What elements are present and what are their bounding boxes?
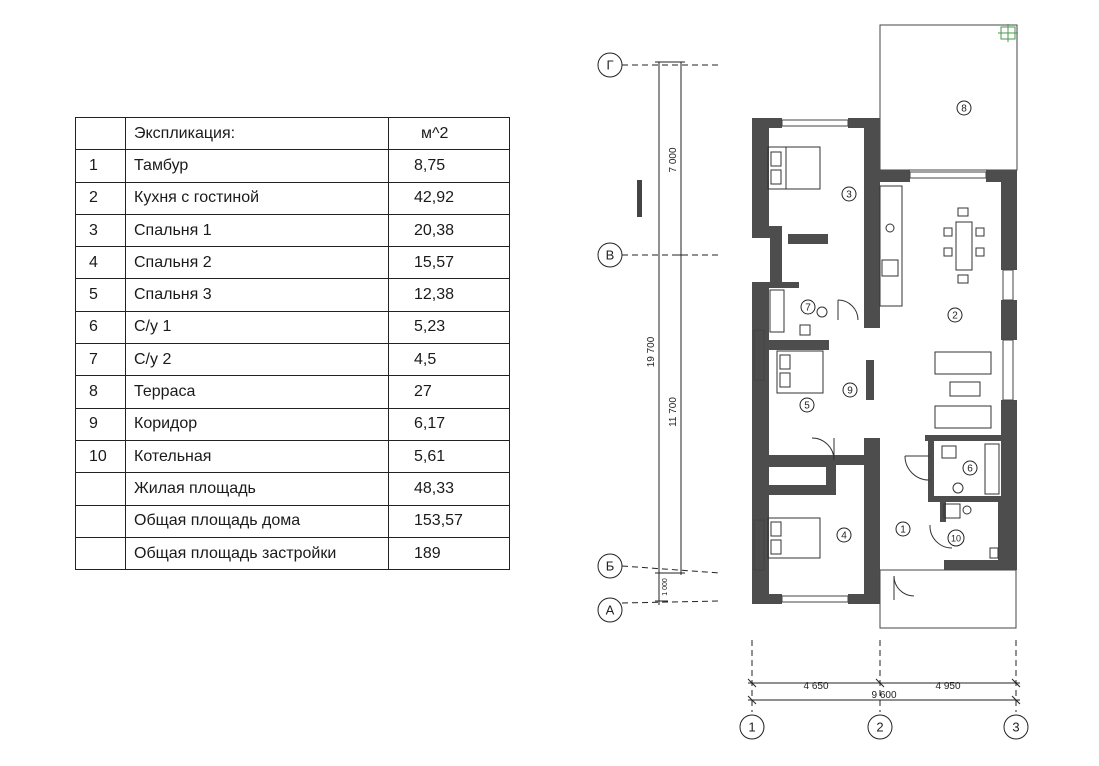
room-marker-8: 8 bbox=[961, 103, 967, 115]
row-area: 5,23 bbox=[389, 311, 510, 343]
terrace-outline bbox=[880, 25, 1017, 170]
axis-label-b: Б bbox=[605, 558, 615, 574]
axis-label-1: 1 bbox=[748, 719, 756, 735]
row-num: 8 bbox=[76, 376, 126, 408]
row-name: Коридор bbox=[126, 408, 389, 440]
row-area: 27 bbox=[389, 376, 510, 408]
row-name: Спальня 2 bbox=[126, 247, 389, 279]
row-area: 48,33 bbox=[389, 473, 510, 505]
row-name: Котельная bbox=[126, 440, 389, 472]
scale-bar bbox=[637, 180, 642, 217]
grid-marker-icon bbox=[998, 24, 1018, 42]
axis-label-a: А bbox=[605, 602, 615, 618]
row-num: 6 bbox=[76, 311, 126, 343]
row-area: 189 bbox=[389, 537, 510, 569]
row-num: 4 bbox=[76, 247, 126, 279]
dim-horizontal-right: 4 950 bbox=[935, 681, 961, 692]
room-marker-2: 2 bbox=[952, 310, 958, 322]
room-marker-6: 6 bbox=[967, 463, 973, 475]
column-axis-lines bbox=[748, 640, 1020, 712]
row-area: 15,57 bbox=[389, 247, 510, 279]
dim-horizontal-left: 4 650 bbox=[803, 681, 829, 692]
column-axis-3 bbox=[1004, 715, 1028, 739]
row-num: 7 bbox=[76, 344, 126, 376]
dim-horizontal-total: 9 600 bbox=[871, 690, 897, 701]
row-name: Терраса bbox=[126, 376, 389, 408]
row-num: 9 bbox=[76, 408, 126, 440]
room-marker-9: 9 bbox=[847, 385, 853, 397]
row-num: 3 bbox=[76, 214, 126, 246]
axis-label-v: В bbox=[605, 247, 615, 263]
row-name: С/у 1 bbox=[126, 311, 389, 343]
row-name: Общая площадь дома bbox=[126, 505, 389, 537]
dim-vertical-total: 19 700 bbox=[646, 336, 657, 368]
row-area: 153,57 bbox=[389, 505, 510, 537]
axis-label-g: Г bbox=[606, 57, 614, 73]
axis-label-3: 3 bbox=[1012, 719, 1020, 735]
walls bbox=[752, 118, 1017, 604]
row-name: Общая площадь застройки bbox=[126, 537, 389, 569]
room-marker-1: 1 bbox=[900, 524, 906, 536]
dim-vertical-mid: 11 700 bbox=[668, 397, 679, 427]
windows bbox=[754, 120, 1013, 602]
room-marker-4: 4 bbox=[841, 530, 847, 542]
row-name: Кухня с гостиной bbox=[126, 182, 389, 214]
room-marker-7: 7 bbox=[805, 302, 811, 314]
room-marker-10: 10 bbox=[950, 533, 962, 544]
row-area: 42,92 bbox=[389, 182, 510, 214]
dim-vertical-bottom: 1 000 bbox=[662, 578, 669, 596]
row-name: С/у 2 bbox=[126, 344, 389, 376]
row-area: 20,38 bbox=[389, 214, 510, 246]
entrance-platform bbox=[880, 570, 1016, 628]
row-name: Спальня 1 bbox=[126, 214, 389, 246]
row-num: 2 bbox=[76, 182, 126, 214]
column-axis-1 bbox=[740, 715, 764, 739]
room-marker-3: 3 bbox=[846, 189, 852, 201]
column-axis-2 bbox=[868, 715, 892, 739]
row-num: 1 bbox=[76, 150, 126, 182]
header-name: Экспликация: bbox=[126, 118, 389, 150]
row-name: Тамбур bbox=[126, 150, 389, 182]
row-name: Спальня 3 bbox=[126, 279, 389, 311]
dim-vertical-top: 7 000 bbox=[668, 147, 679, 173]
row-num: 10 bbox=[76, 440, 126, 472]
row-area: 4,5 bbox=[389, 344, 510, 376]
row-area: 6,17 bbox=[389, 408, 510, 440]
row-name: Жилая площадь bbox=[126, 473, 389, 505]
room-marker-5: 5 bbox=[804, 400, 810, 412]
axis-label-2: 2 bbox=[876, 719, 884, 735]
row-num: 5 bbox=[76, 279, 126, 311]
header-unit: м^2 bbox=[389, 118, 510, 150]
row-area: 12,38 bbox=[389, 279, 510, 311]
row-area: 8,75 bbox=[389, 150, 510, 182]
row-area: 5,61 bbox=[389, 440, 510, 472]
